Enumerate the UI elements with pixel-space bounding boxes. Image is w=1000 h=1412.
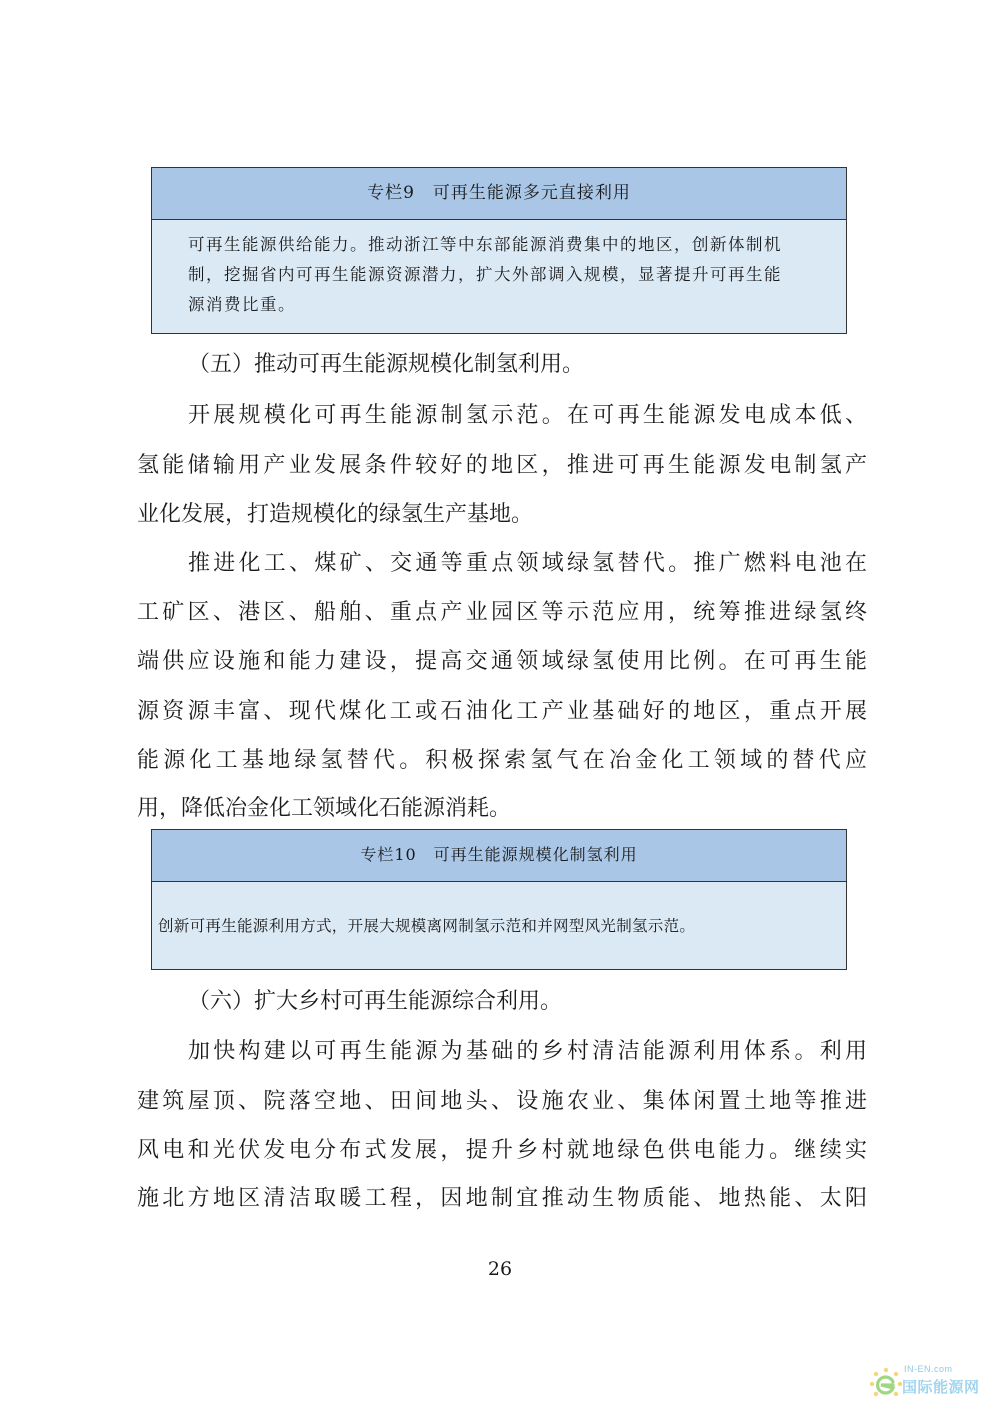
paragraph-line: 源资源丰富、现代煤化工或石油化工产业基础好的地区，重点开展 bbox=[137, 699, 867, 724]
page-number: 26 bbox=[487, 1258, 513, 1280]
box-9-line: 可再生能源供给能力。推动浙江等中东部能源消费集中的地区，创新体制机 bbox=[188, 235, 782, 254]
sun-e-logo-icon bbox=[868, 1366, 904, 1402]
watermark-url: IN-EN.com bbox=[904, 1364, 953, 1374]
paragraph-line: 氢能储输用产业发展条件较好的地区，推进可再生能源发电制氢产 bbox=[137, 453, 867, 478]
box-9-line: 源消费比重。 bbox=[188, 295, 296, 314]
sidebar-box-10 bbox=[151, 829, 847, 970]
box-10-body: 创新可再生能源利用方式，开展大规模离网制氢示范和并网型风光制氢示范。 bbox=[158, 917, 696, 935]
paragraph-line: 端供应设施和能力建设，提高交通领域绿氢使用比例。在可再生能 bbox=[137, 649, 867, 674]
paragraph-line: 施北方地区清洁取暖工程，因地制宜推动生物质能、地热能、太阳 bbox=[137, 1186, 867, 1211]
watermark bbox=[868, 1352, 998, 1408]
section-6-heading: （六）扩大乡村可再生能源综合利用。 bbox=[188, 989, 563, 1014]
sidebar-box-9 bbox=[151, 167, 847, 334]
paragraph-line: 风电和光伏发电分布式发展，提升乡村就地绿色供电能力。继续实 bbox=[137, 1138, 867, 1163]
paragraph-line: 开展规模化可再生能源制氢示范。在可再生能源发电成本低、 bbox=[188, 403, 867, 428]
paragraph-line: 加快构建以可再生能源为基础的乡村清洁能源利用体系。利用 bbox=[188, 1039, 867, 1064]
watermark-name: 国际能源网 bbox=[902, 1378, 980, 1396]
paragraph-line: 工矿区、港区、船舶、重点产业园区等示范应用，统筹推进绿氢终 bbox=[137, 600, 867, 625]
section-5-heading: （五）推动可再生能源规模化制氢利用。 bbox=[188, 352, 585, 377]
box-9-header: 专栏9 可再生能源多元直接利用 bbox=[152, 168, 846, 220]
box-9-line: 制，挖掘省内可再生能源资源潜力，扩大外部调入规模，显著提升可再生能 bbox=[188, 265, 782, 284]
paragraph-line: 能源化工基地绿氢替代。积极探索氢气在冶金化工领域的替代应 bbox=[137, 748, 867, 773]
box-10-header: 专栏10 可再生能源规模化制氢利用 bbox=[152, 830, 846, 882]
paragraph-line: 建筑屋顶、院落空地、田间地头、设施农业、集体闲置土地等推进 bbox=[137, 1089, 867, 1114]
paragraph-line: 业化发展，打造规模化的绿氢生产基地。 bbox=[137, 502, 534, 527]
paragraph-line: 推进化工、煤矿、交通等重点领域绿氢替代。推广燃料电池在 bbox=[188, 551, 867, 576]
box-9-body bbox=[152, 220, 846, 320]
paragraph-line: 用，降低冶金化工领域化石能源消耗。 bbox=[137, 796, 512, 821]
